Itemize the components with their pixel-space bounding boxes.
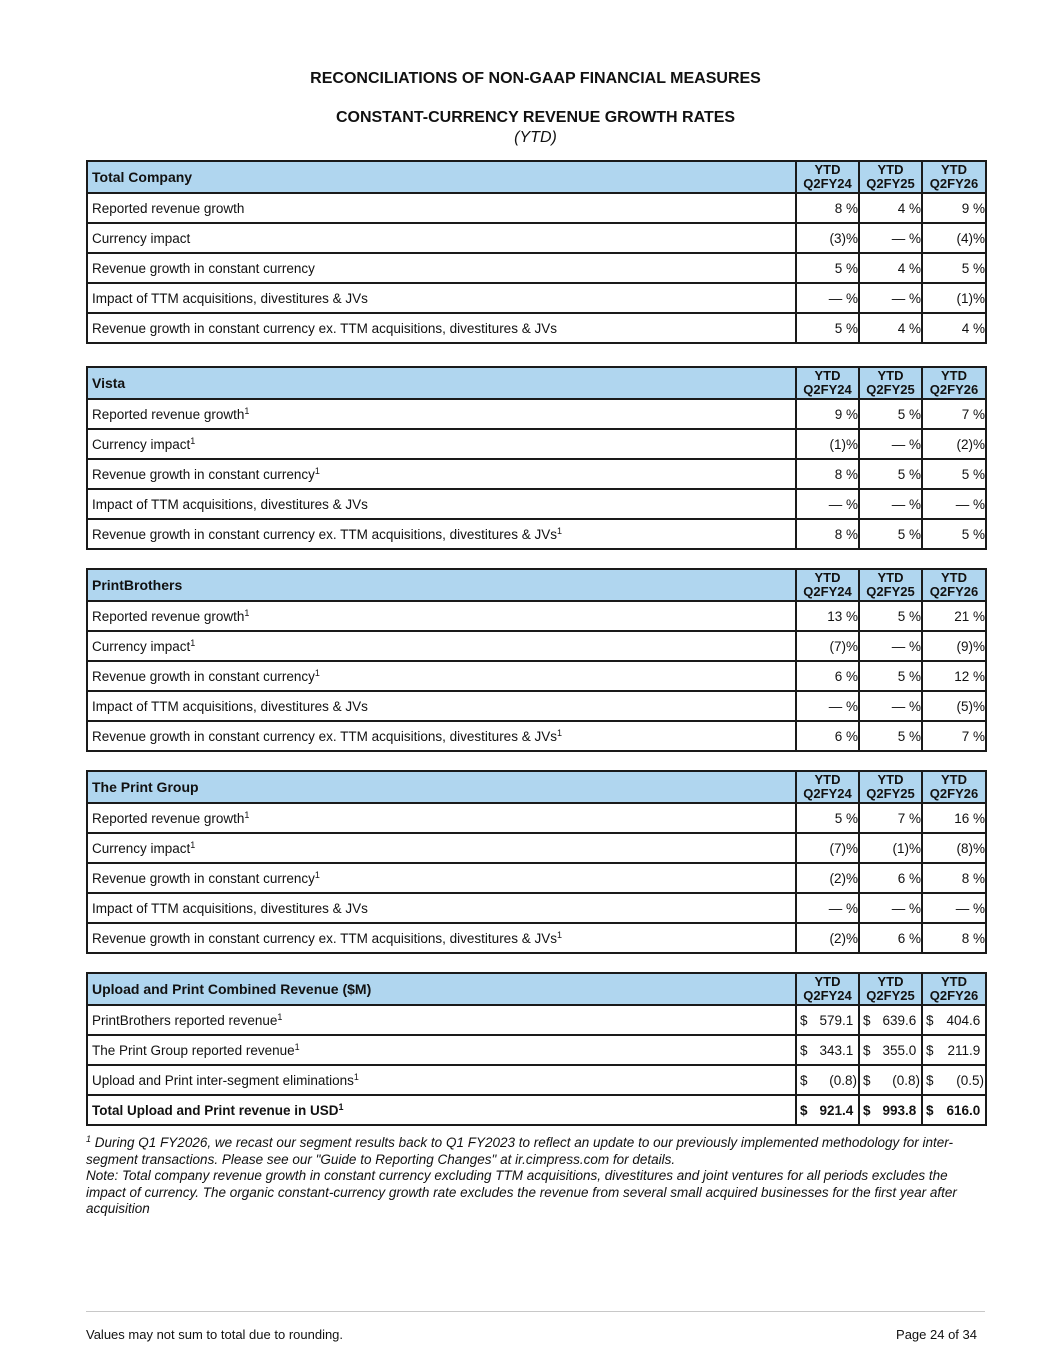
row-label-text: Currency impact [92, 638, 191, 654]
table-row [87, 601, 986, 631]
table-row [87, 489, 986, 519]
value-cell: (9)% [922, 631, 986, 661]
value-cell: (2)% [796, 923, 859, 953]
currency-symbol: $ [926, 1012, 934, 1028]
column-header-period: Q2FY26 [929, 786, 979, 801]
value-cell: (7)% [796, 833, 859, 863]
column-header [922, 161, 986, 193]
footnote-marker: 1 [86, 1134, 92, 1144]
value-cell: 6 % [859, 863, 922, 893]
footnote-ref: 1 [190, 839, 196, 850]
row-label-text: Impact of TTM acquisitions, divestitures & JVs [92, 290, 368, 306]
section-header-row [87, 973, 986, 1005]
currency-value: 579.1 [819, 1012, 857, 1028]
column-header-ytd: YTD [877, 162, 904, 177]
currency-symbol: $ [800, 1012, 808, 1028]
table-row [87, 223, 986, 253]
value-cell: 13 % [796, 601, 859, 631]
value-cell: (7)% [796, 631, 859, 661]
row-label-text: Impact of TTM acquisitions, divestitures & JVs [92, 900, 368, 916]
table-row [87, 1065, 986, 1095]
column-header [859, 161, 922, 193]
section-header-row [87, 771, 986, 803]
value-cell: — % [859, 893, 922, 923]
table-row [87, 519, 986, 549]
value-cell: 4 % [859, 313, 922, 343]
value-cell: 6 % [796, 661, 859, 691]
column-header [859, 973, 922, 1005]
row-label [87, 1095, 796, 1125]
column-header-period: Q2FY25 [866, 988, 915, 1003]
footnote-ref: 1 [244, 809, 250, 820]
value-cell: 5 % [922, 459, 986, 489]
column-header [796, 771, 859, 803]
currency-cell [796, 1065, 859, 1095]
currency-cell [796, 1035, 859, 1065]
row-label-text: Currency impact [92, 436, 191, 452]
page-heading: RECONCILIATIONS OF NON-GAAP FINANCIAL MEASURES [310, 70, 761, 87]
column-header [922, 973, 986, 1005]
row-label-text: Currency impact [92, 230, 191, 246]
row-label [87, 923, 796, 953]
table-row [87, 691, 986, 721]
section-header-row [87, 569, 986, 601]
row-label [87, 1065, 796, 1095]
column-header [796, 161, 859, 193]
row-label-text: Revenue growth in constant currency ex. TTM acquisitions, divestitures & JVs [92, 526, 557, 542]
row-label [87, 459, 796, 489]
row-label-text: Reported revenue growth [92, 608, 245, 624]
row-label [87, 429, 796, 459]
currency-cell [859, 1065, 922, 1095]
value-cell: 8 % [922, 863, 986, 893]
section-table-0 [86, 160, 987, 344]
value-cell: — % [859, 631, 922, 661]
row-label [87, 1035, 796, 1065]
currency-cell [796, 1095, 859, 1125]
table-row [87, 459, 986, 489]
currency-cell [922, 1005, 986, 1035]
section-title: The Print Group [87, 771, 796, 803]
value-cell: — % [922, 893, 986, 923]
value-cell: 5 % [922, 519, 986, 549]
footnote-ref: 1 [244, 607, 250, 618]
currency-value: 993.8 [882, 1102, 920, 1118]
row-label [87, 833, 796, 863]
footnote-ref: 1 [338, 1101, 344, 1112]
section-table-2 [86, 568, 987, 752]
row-label-text: Revenue growth in constant currency ex. TTM acquisitions, divestitures & JVs [92, 930, 557, 946]
currency-cell [859, 1095, 922, 1125]
value-cell: 4 % [922, 313, 986, 343]
value-cell: — % [796, 283, 859, 313]
footnote-ref: 1 [244, 405, 250, 416]
column-header-period: Q2FY24 [803, 988, 852, 1003]
value-cell: — % [796, 893, 859, 923]
table-row [87, 193, 986, 223]
row-label-text: Revenue growth in constant currency [92, 668, 315, 684]
value-cell: 5 % [859, 399, 922, 429]
footnote-ref: 1 [314, 465, 320, 476]
value-cell: — % [796, 691, 859, 721]
column-header [859, 569, 922, 601]
section-title: PrintBrothers [87, 569, 796, 601]
value-cell: (3)% [796, 223, 859, 253]
row-label-text: Revenue growth in constant currency [92, 260, 315, 276]
footnote-ref: 1 [314, 667, 320, 678]
row-label [87, 489, 796, 519]
value-cell: — % [859, 223, 922, 253]
column-header-ytd: YTD [941, 570, 967, 585]
section-table-3 [86, 770, 987, 954]
footnote-ref: 1 [556, 727, 562, 738]
row-label-text: Revenue growth in constant currency [92, 466, 315, 482]
table-row [87, 1005, 986, 1035]
section-title: Upload and Print Combined Revenue ($M) [87, 973, 796, 1005]
value-cell: 7 % [859, 803, 922, 833]
column-header-period: Q2FY26 [929, 988, 979, 1003]
currency-symbol: $ [926, 1042, 934, 1058]
column-header-ytd: YTD [877, 368, 904, 383]
table-row [87, 631, 986, 661]
value-cell: — % [859, 691, 922, 721]
row-label [87, 223, 796, 253]
row-label [87, 721, 796, 751]
currency-symbol: $ [926, 1072, 934, 1088]
value-cell: (1)% [859, 833, 922, 863]
currency-value: 616.0 [946, 1102, 984, 1118]
column-header [796, 367, 859, 399]
row-label-text: Total Upload and Print revenue in USD [92, 1102, 339, 1118]
column-header-ytd: YTD [814, 772, 841, 787]
row-label [87, 253, 796, 283]
row-label-text: Revenue growth in constant currency [92, 870, 315, 886]
page-number: Page 24 of 34 [896, 1327, 977, 1342]
value-cell: 7 % [922, 721, 986, 751]
currency-cell [796, 1005, 859, 1035]
value-cell: 5 % [859, 601, 922, 631]
table-row [87, 923, 986, 953]
value-cell: (2)% [922, 429, 986, 459]
table-row [87, 1095, 986, 1125]
column-header-ytd: YTD [941, 974, 967, 989]
row-label [87, 1005, 796, 1035]
row-label-text: The Print Group reported revenue [92, 1042, 295, 1058]
column-header-period: Q2FY24 [803, 584, 852, 599]
column-header-period: Q2FY24 [803, 176, 852, 191]
currency-cell [922, 1065, 986, 1095]
value-cell: 5 % [796, 313, 859, 343]
section-header-row [87, 367, 986, 399]
row-label-text: Upload and Print inter-segment eliminations [92, 1072, 354, 1088]
section-header-row [87, 161, 986, 193]
value-cell: (1)% [922, 283, 986, 313]
footnote-ref: 1 [353, 1071, 359, 1082]
row-label-text: PrintBrothers reported revenue [92, 1012, 278, 1028]
row-label-text: Impact of TTM acquisitions, divestitures & JVs [92, 698, 368, 714]
column-header-period: Q2FY25 [866, 176, 915, 191]
value-cell: 9 % [922, 193, 986, 223]
value-cell: — % [859, 429, 922, 459]
column-header-ytd: YTD [814, 162, 841, 177]
row-label [87, 283, 796, 313]
value-cell: 4 % [859, 253, 922, 283]
page-subheading: CONSTANT-CURRENCY REVENUE GROWTH RATES [335, 109, 736, 126]
value-cell: (5)% [922, 691, 986, 721]
row-label [87, 313, 796, 343]
table-row [87, 1035, 986, 1065]
column-header [922, 367, 986, 399]
column-header-ytd: YTD [941, 772, 967, 787]
column-header-period: Q2FY25 [866, 584, 915, 599]
row-label-text: Reported revenue growth [92, 406, 245, 422]
rounding-note: Values may not sum to total due to rounding. [86, 1327, 344, 1342]
column-header-ytd: YTD [877, 772, 904, 787]
currency-value: 404.6 [946, 1012, 984, 1028]
column-header-period: Q2FY24 [803, 382, 852, 397]
value-cell: 6 % [859, 923, 922, 953]
column-header-period: Q2FY24 [803, 786, 852, 801]
value-cell: 8 % [796, 519, 859, 549]
currency-symbol: $ [800, 1072, 808, 1088]
value-cell: 8 % [796, 193, 859, 223]
currency-symbol: $ [800, 1042, 808, 1058]
value-cell: 5 % [859, 459, 922, 489]
value-cell: 9 % [796, 399, 859, 429]
value-cell: 8 % [922, 923, 986, 953]
footnote-ref: 1 [294, 1041, 300, 1052]
section-table-1 [86, 366, 987, 550]
column-header-ytd: YTD [814, 974, 841, 989]
footnote-ref: 1 [277, 1011, 283, 1022]
column-header-ytd: YTD [877, 570, 904, 585]
value-cell: — % [922, 489, 986, 519]
section-table-4 [86, 972, 987, 1126]
row-label-text: Impact of TTM acquisitions, divestitures & JVs [92, 496, 368, 512]
currency-cell [859, 1035, 922, 1065]
column-header-ytd: YTD [941, 368, 967, 383]
currency-value: 921.4 [819, 1102, 857, 1118]
value-cell: 5 % [922, 253, 986, 283]
section-title: Total Company [87, 161, 796, 193]
currency-symbol: $ [926, 1102, 934, 1118]
value-cell: 5 % [796, 803, 859, 833]
column-header-period: Q2FY26 [929, 176, 979, 191]
row-label [87, 893, 796, 923]
value-cell: — % [859, 489, 922, 519]
table-row [87, 399, 986, 429]
table-row [87, 803, 986, 833]
table-row [87, 253, 986, 283]
currency-symbol: $ [863, 1102, 871, 1118]
footnote-text: During Q1 FY2026, we recast our segment results back to Q1 FY2023 to reflect an update to our previously implemented methodology for inter-segment transactions. Please see our "Guide to Reporting Changes" at ir.cimpress.com for details. [86, 1135, 953, 1167]
value-cell: 8 % [796, 459, 859, 489]
value-cell: (8)% [922, 833, 986, 863]
value-cell: 6 % [796, 721, 859, 751]
value-cell: 16 % [922, 803, 986, 833]
table-row [87, 313, 986, 343]
note-text: Note: Total company revenue growth in constant currency excluding TTM acquisitions, divestitures and joint ventures for all periods excludes the impact of currency. The organic constant-currency growth rate excludes the revenue from several small acquired businesses for the first year after acquisition [86, 1168, 957, 1216]
value-cell: (2)% [796, 863, 859, 893]
currency-value: 343.1 [819, 1042, 857, 1058]
row-label [87, 661, 796, 691]
currency-value: 639.6 [882, 1012, 920, 1028]
footnote-ref: 1 [314, 869, 320, 880]
currency-cell [859, 1005, 922, 1035]
footer-divider [86, 1311, 985, 1312]
currency-symbol: $ [863, 1072, 871, 1088]
footnote-ref: 1 [556, 929, 562, 940]
value-cell: 5 % [859, 721, 922, 751]
footnotes [86, 1135, 986, 1218]
column-header-ytd: YTD [941, 162, 967, 177]
column-header-period: Q2FY26 [929, 382, 979, 397]
table-row [87, 429, 986, 459]
footnote-1 [86, 1135, 986, 1168]
currency-value: (0.8) [892, 1072, 920, 1088]
currency-value: 355.0 [882, 1042, 920, 1058]
value-cell: 4 % [859, 193, 922, 223]
value-cell: (4)% [922, 223, 986, 253]
footnote-ref: 1 [190, 637, 196, 648]
value-cell: — % [796, 489, 859, 519]
section-title: Vista [87, 367, 796, 399]
table-row [87, 283, 986, 313]
currency-symbol: $ [863, 1012, 871, 1028]
column-header-ytd: YTD [814, 368, 841, 383]
row-label-text: Revenue growth in constant currency ex. TTM acquisitions, divestitures & JVs [92, 320, 557, 336]
value-cell: 5 % [796, 253, 859, 283]
row-label-text: Revenue growth in constant currency ex. TTM acquisitions, divestitures & JVs [92, 728, 557, 744]
footnote-ref: 1 [190, 435, 196, 446]
currency-cell [922, 1095, 986, 1125]
row-label [87, 803, 796, 833]
column-header-period: Q2FY25 [866, 382, 915, 397]
table-row [87, 863, 986, 893]
column-header-period: Q2FY26 [929, 584, 979, 599]
value-cell: 5 % [859, 661, 922, 691]
column-header-ytd: YTD [814, 570, 841, 585]
currency-value: 211.9 [947, 1042, 984, 1058]
table-row [87, 661, 986, 691]
value-cell: 7 % [922, 399, 986, 429]
column-header [859, 367, 922, 399]
row-label [87, 863, 796, 893]
value-cell: 21 % [922, 601, 986, 631]
column-header [922, 569, 986, 601]
column-header [859, 771, 922, 803]
value-cell: 5 % [859, 519, 922, 549]
row-label [87, 193, 796, 223]
row-label-text: Reported revenue growth [92, 810, 245, 826]
value-cell: — % [859, 283, 922, 313]
row-label [87, 631, 796, 661]
row-label [87, 601, 796, 631]
row-label [87, 399, 796, 429]
value-cell: (1)% [796, 429, 859, 459]
column-header [922, 771, 986, 803]
table-row [87, 893, 986, 923]
value-cell: 12 % [922, 661, 986, 691]
row-label [87, 691, 796, 721]
currency-value: (0.5) [956, 1072, 984, 1088]
column-header-period: Q2FY25 [866, 786, 915, 801]
currency-cell [922, 1035, 986, 1065]
currency-symbol: $ [800, 1102, 808, 1118]
row-label [87, 519, 796, 549]
column-header [796, 973, 859, 1005]
period-note: (YTD) [514, 129, 557, 146]
currency-symbol: $ [863, 1042, 871, 1058]
row-label-text: Reported revenue growth [92, 200, 245, 216]
footnote-ref: 1 [556, 525, 562, 536]
table-row [87, 721, 986, 751]
currency-value: (0.8) [829, 1072, 857, 1088]
column-header [796, 569, 859, 601]
row-label-text: Currency impact [92, 840, 191, 856]
table-row [87, 833, 986, 863]
column-header-ytd: YTD [877, 974, 904, 989]
